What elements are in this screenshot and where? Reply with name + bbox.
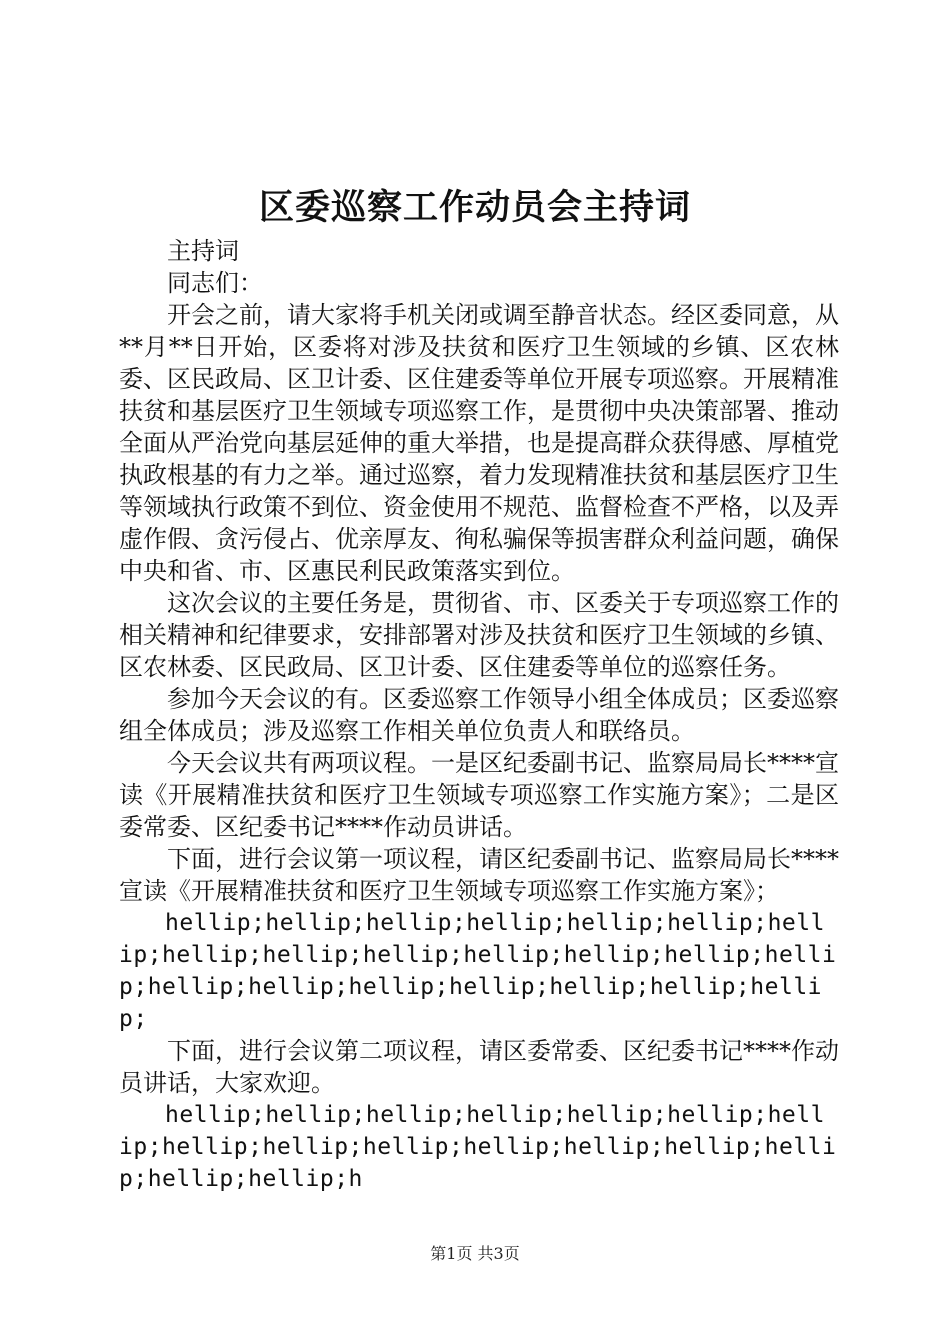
- paragraph-second-item: 下面，进行会议第二项议程，请区委常委、区纪委书记****作动员讲话，大家欢迎。: [119, 1037, 839, 1097]
- paragraph-label: 主持词: [167, 237, 239, 265]
- document-title: 区委巡察工作动员会主持词: [258, 187, 691, 228]
- paragraph-attendees: 参加今天会议的有。区委巡察工作领导小组全体成员；区委巡察组全体成员；涉及巡察工作相关单位负责人和联络员。: [119, 685, 839, 745]
- document-body: [119, 235, 839, 1195]
- paragraph-opening: 开会之前，请大家将手机关闭或调至静音状态。经区委同意，从**月**日开始，区委将对涉及扶贫和医疗卫生领域的乡镇、区农林委、区民政局、区卫计委、区住建委等单位开展专项巡察。开展精准扶贫和基层医疗卫生领域专项巡察工作，是贯彻中央决策部署、推动全面从严治党向基层延伸的重大举措，也是提高群众获得感、厚植党执政根基的有力之举。通过巡察，着力发现精准扶贫和基层医疗卫生等领域执行政策不到位、资金使用不规范、监督检查不严格，以及弄虚作假、贪污侵占、优亲厚友、徇私骗保等损害群众利益问题，确保中央和省、市、区惠民利民政策落实到位。: [119, 301, 839, 585]
- paragraph-salutation: 同志们：: [167, 269, 263, 297]
- paragraph-ellipsis-2: hellip;hellip;hellip;hellip;hellip;hellip;hellip;hellip;hellip;hellip;hellip;hellip;hellip;hellip;hellip;hellip;h: [119, 1102, 837, 1192]
- paragraph-first-item: 下面，进行会议第一项议程，请区纪委副书记、监察局局长****宣读《开展精准扶贫和医疗卫生领域专项巡察工作实施方案》；: [119, 845, 839, 905]
- page-footer: 第1页 共3页: [430, 1244, 520, 1263]
- paragraph-main-task: 这次会议的主要任务是，贯彻省、市、区委关于专项巡察工作的相关精神和纪律要求，安排部署对涉及扶贫和医疗卫生领域的乡镇、区农林委、区民政局、区卫计委、区住建委等单位的巡察任务。: [119, 589, 839, 681]
- paragraph-agenda: 今天会议共有两项议程。一是区纪委副书记、监察局局长****宣读《开展精准扶贫和医疗卫生领域专项巡察工作实施方案》；二是区委常委、区纪委书记****作动员讲话。: [119, 749, 839, 841]
- paragraph-ellipsis-1: hellip;hellip;hellip;hellip;hellip;hellip;hellip;hellip;hellip;hellip;hellip;hellip;hellip;hellip;hellip;hellip;hellip;hellip;hellip;hellip;hellip;: [119, 910, 837, 1032]
